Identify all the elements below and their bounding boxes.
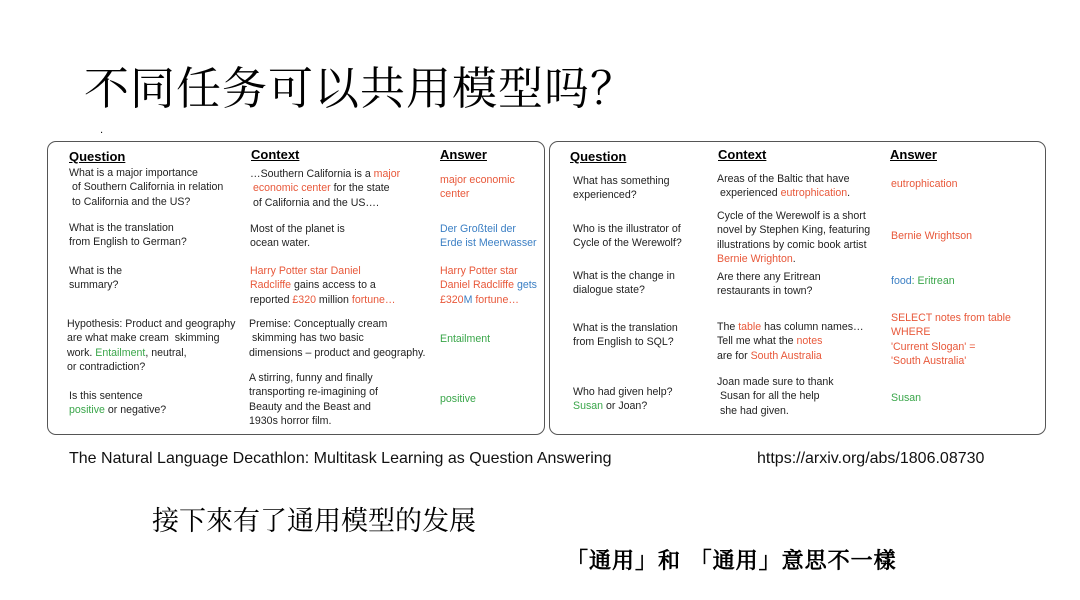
question-cell: What has something experienced? (573, 175, 670, 202)
answer-cell: Entailment (440, 333, 491, 345)
paper-url: https://arxiv.org/abs/1806.08730 (757, 450, 985, 467)
paper-caption: The Natural Language Decathlon: Multitask Learning as Question Answering (69, 450, 612, 467)
question-cell: Who is the illustrator of Cycle of the Werewolf? (573, 223, 682, 250)
context-cell: Harry Potter star Daniel Radcliffe gains access to a reported £320 million fortune… (250, 265, 396, 306)
header-question: Question (69, 149, 126, 164)
examples-table-left (47, 141, 545, 435)
answer-cell: Der Großteil der Erde ist Meerwasser (440, 223, 537, 250)
context-cell: Are there any Eritrean restaurants in town? (717, 271, 821, 298)
context-cell: The table has column names… Tell me what the notes are for South Australia (717, 321, 864, 362)
context-cell: Most of the planet is ocean water. (250, 223, 345, 250)
header-answer: Answer (890, 147, 937, 162)
context-cell: Joan made sure to thank Susan for all the help she had given. (717, 376, 834, 417)
context-cell: A stirring, funny and finally transporting re-imagining of Beauty and the Beast and 1930s horror film. (249, 372, 378, 427)
slide-note: 「通用」和 「通用」意思不一樣 (566, 549, 897, 574)
context-cell: Cycle of the Werewolf is a short novel by Stephen King, featuring illustrations by comic book artist Bernie Wrighton. (717, 210, 871, 265)
header-question: Question (570, 149, 627, 164)
question-cell: Is this sentence positive or negative? (69, 390, 167, 417)
question-cell: Who had given help? Susan or Joan? (573, 386, 673, 413)
answer-cell: Harry Potter star Daniel Radcliffe gets £320M fortune… (440, 265, 537, 306)
question-cell: What is a major importance of Southern California in relation to California and the US? (69, 167, 224, 208)
header-answer: Answer (440, 147, 487, 162)
answer-cell: Bernie Wrightson (891, 230, 973, 242)
context-cell: …Southern California is a major economic center for the state of California and the US…. (250, 168, 401, 209)
header-context: Context (251, 147, 300, 162)
question-cell: Hypothesis: Product and geography are what make cream skimming work. Entailment, neutral, or contradiction? (67, 318, 236, 373)
answer-cell: eutrophication (891, 178, 958, 190)
question-cell: What is the translation from English to German? (69, 222, 187, 249)
bullet-dot: · (100, 128, 104, 139)
answer-cell: food: Eritrean (891, 275, 955, 287)
context-cell: Areas of the Baltic that have experienced eutrophication. (717, 173, 851, 200)
header-context: Context (718, 147, 767, 162)
context-cell: Premise: Conceptually cream skimming has two basic dimensions – product and geography. (249, 318, 426, 359)
slide-subtitle: 接下來有了通用模型的发展 (152, 506, 476, 537)
answer-cell: positive (440, 393, 476, 405)
answer-cell: SELECT notes from table WHERE 'Current Slogan' = 'South Australia' (891, 312, 1011, 367)
answer-cell: major economic center (440, 174, 515, 201)
answer-cell: Susan (891, 392, 922, 404)
examples-table-right (549, 141, 1046, 435)
question-cell: What is the summary? (69, 265, 122, 292)
slide-title: 不同任务可以共用模型吗？ (84, 62, 637, 115)
question-cell: What is the change in dialogue state? (573, 270, 675, 297)
question-cell: What is the translation from English to SQL? (573, 322, 678, 349)
